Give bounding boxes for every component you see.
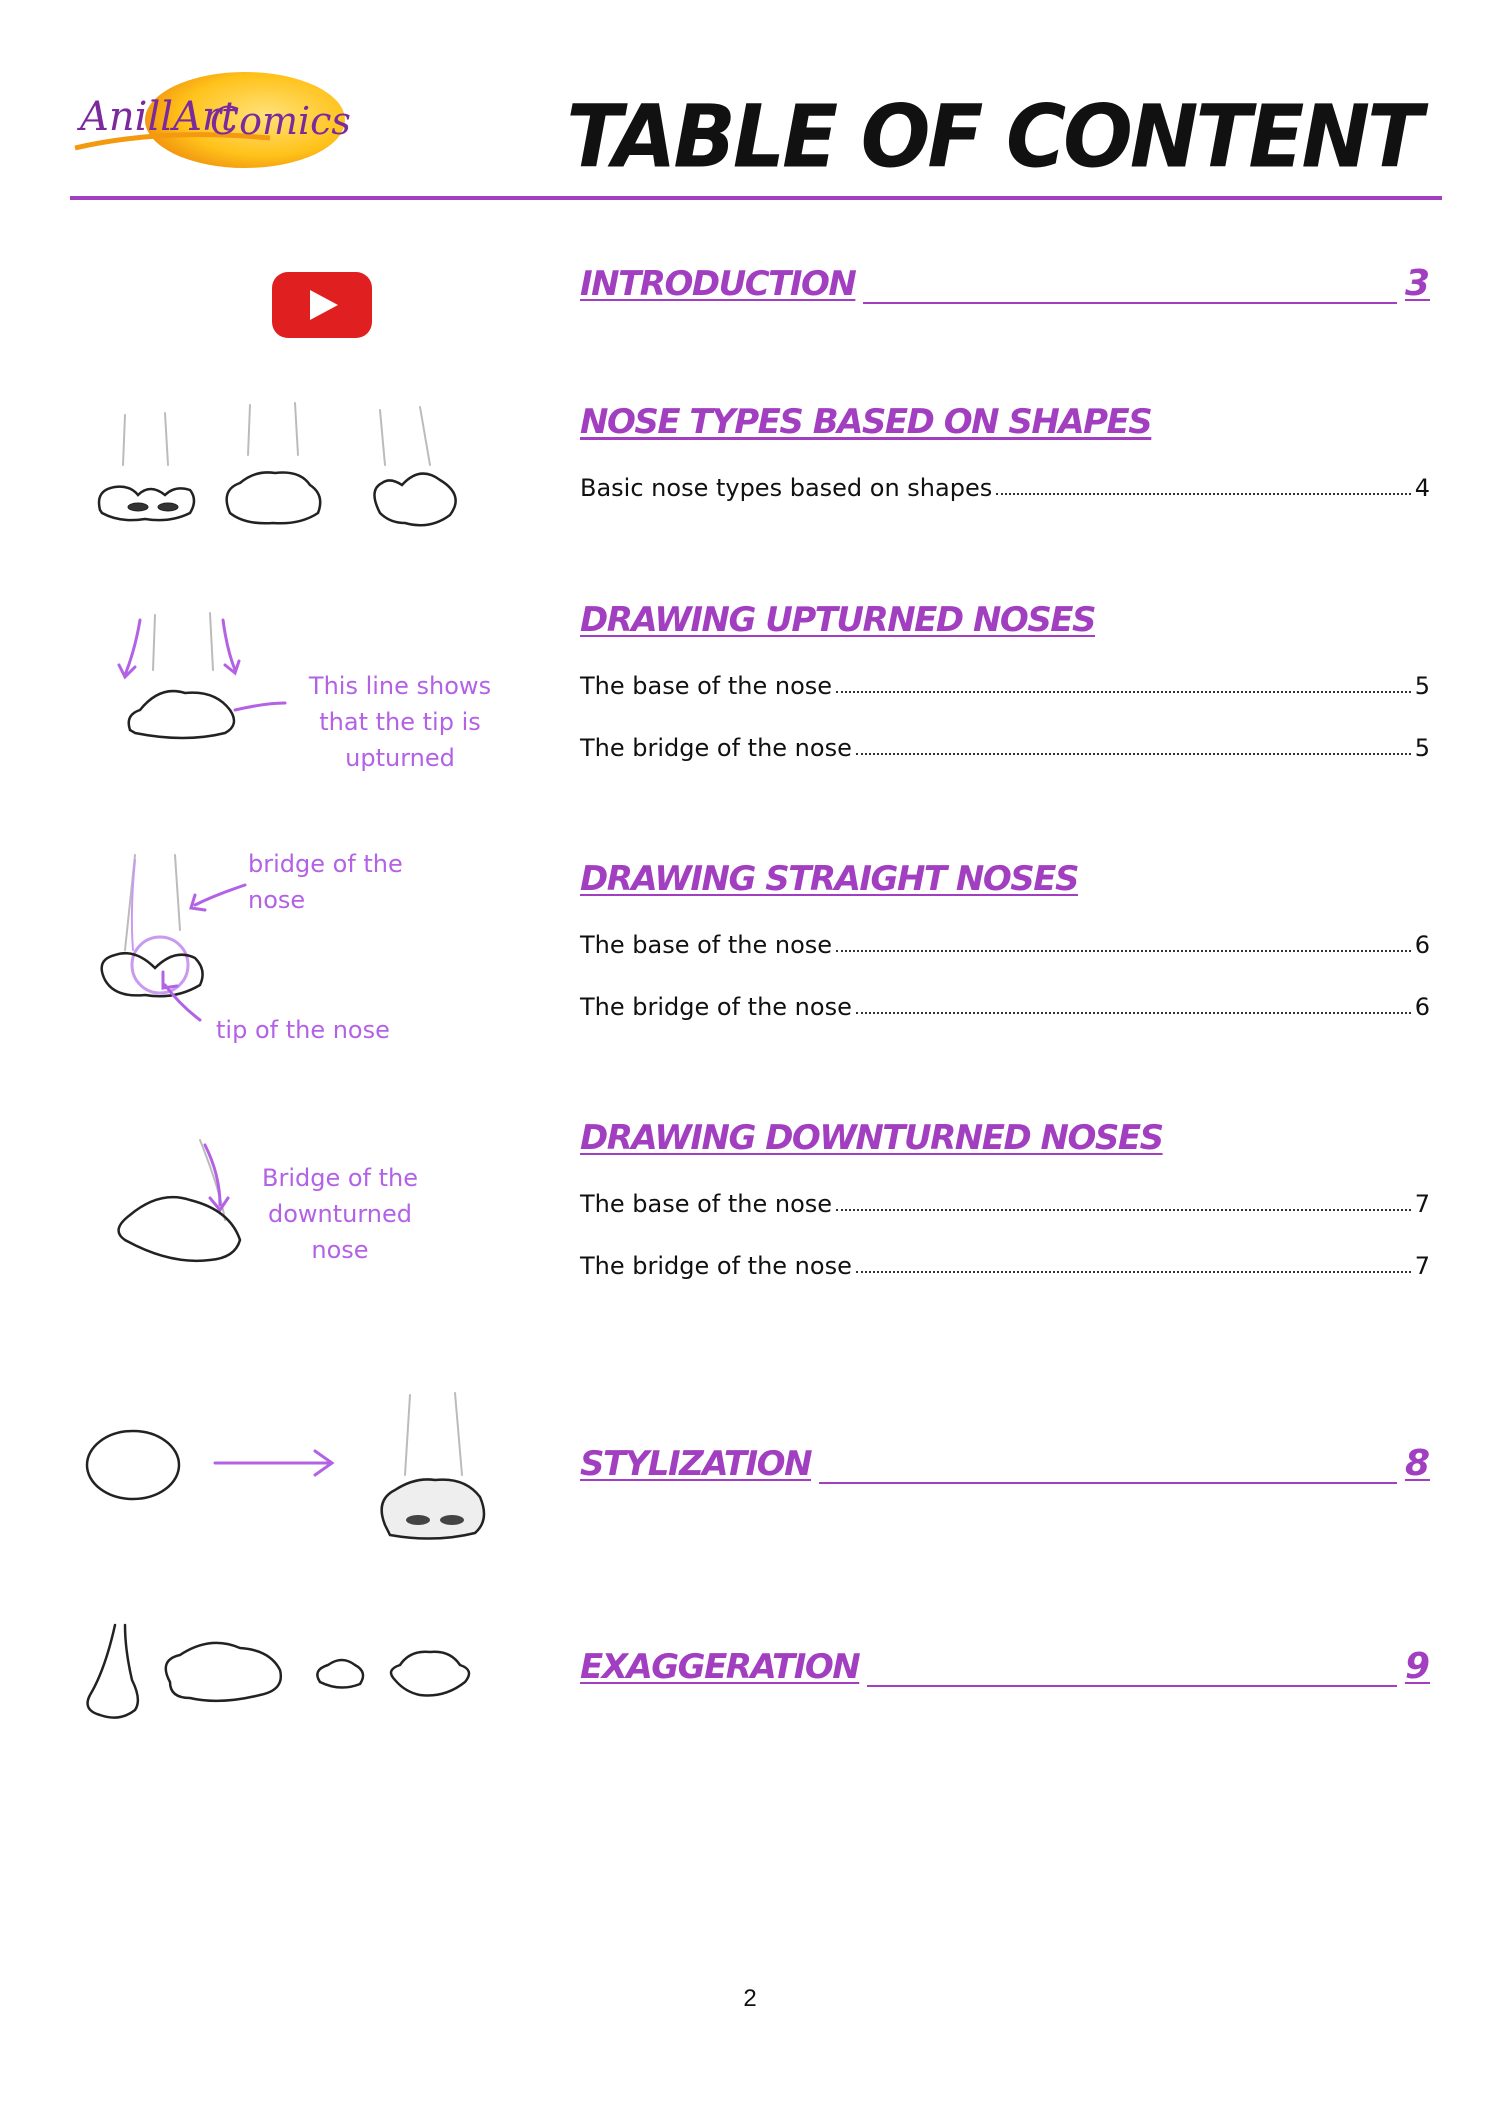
section-title: EXAGGERATION	[580, 1647, 867, 1687]
annotation-upturned: This line shows that the tip is upturned	[308, 672, 492, 772]
page-number: 2	[743, 1985, 757, 2012]
dot-leader	[856, 1012, 1411, 1014]
svg-text:AnillArt: AnillArt	[80, 94, 238, 140]
toc-entry[interactable]	[580, 468, 1430, 502]
entry-label: The base of the nose	[580, 931, 833, 959]
toc-section-stylization[interactable]	[580, 1440, 1430, 1484]
dot-leader	[996, 493, 1410, 495]
dot-leader	[836, 950, 1411, 952]
entry-page: 5	[1414, 672, 1430, 700]
header-divider	[70, 196, 1442, 200]
toc-section-exaggeration[interactable]	[580, 1643, 1430, 1687]
toc-section-nose-types[interactable]	[580, 398, 1430, 442]
entry-page: 4	[1414, 474, 1430, 502]
entry-label: The bridge of the nose	[580, 734, 852, 762]
toc-entry[interactable]	[580, 728, 1430, 762]
svg-text:Comics: Comics	[210, 99, 350, 143]
stylization-illustration	[80, 1385, 500, 1560]
entry-page: 7	[1414, 1252, 1430, 1280]
entry-page: 7	[1414, 1190, 1430, 1218]
toc-entry[interactable]	[580, 987, 1430, 1021]
section-page: 8	[1397, 1443, 1430, 1484]
nose-types-illustration	[90, 395, 490, 540]
section-title: STYLIZATION	[580, 1444, 819, 1484]
entry-label: The base of the nose	[580, 672, 833, 700]
annotation-downturned: Bridge of the downturned nose	[261, 1164, 418, 1264]
toc-entry[interactable]	[580, 1246, 1430, 1280]
entry-label: The bridge of the nose	[580, 1252, 852, 1280]
entry-label: The bridge of the nose	[580, 993, 852, 1021]
dot-leader	[836, 1209, 1411, 1211]
dot-leader	[856, 753, 1411, 755]
toc-section-straight[interactable]	[580, 855, 1430, 899]
toc-section-introduction[interactable]	[580, 260, 1430, 304]
toc-section-upturned[interactable]	[580, 596, 1430, 640]
entry-page: 5	[1414, 734, 1430, 762]
annotation-bridge: bridge of the nose	[248, 850, 403, 914]
section-title: NOSE TYPES BASED ON SHAPES	[580, 402, 1159, 442]
brand-logo	[70, 68, 350, 173]
entry-label: Basic nose types based on shapes	[580, 474, 993, 502]
page-title: TABLE OF CONTENT	[566, 87, 1420, 188]
dot-leader	[836, 691, 1411, 693]
section-title: INTRODUCTION	[580, 264, 863, 304]
toc-section-downturned[interactable]	[580, 1114, 1430, 1158]
annotation-tip: tip of the nose	[216, 1016, 390, 1044]
entry-label: The base of the nose	[580, 1190, 833, 1218]
exaggeration-illustration	[80, 1610, 500, 1735]
toc-entry[interactable]	[580, 666, 1430, 700]
toc-entry[interactable]	[580, 1184, 1430, 1218]
youtube-play-icon[interactable]	[272, 272, 372, 343]
section-title: DRAWING STRAIGHT NOSES	[580, 859, 1086, 899]
entry-page: 6	[1414, 993, 1430, 1021]
downturned-nose-illustration	[110, 1130, 260, 1275]
toc-entry[interactable]	[580, 925, 1430, 959]
section-page: 9	[1397, 1646, 1430, 1687]
section-title: DRAWING UPTURNED NOSES	[580, 600, 1103, 640]
entry-page: 6	[1414, 931, 1430, 959]
section-page: 3	[1397, 263, 1430, 304]
dot-leader	[856, 1271, 1411, 1273]
section-title: DRAWING DOWNTURNED NOSES	[580, 1118, 1171, 1158]
